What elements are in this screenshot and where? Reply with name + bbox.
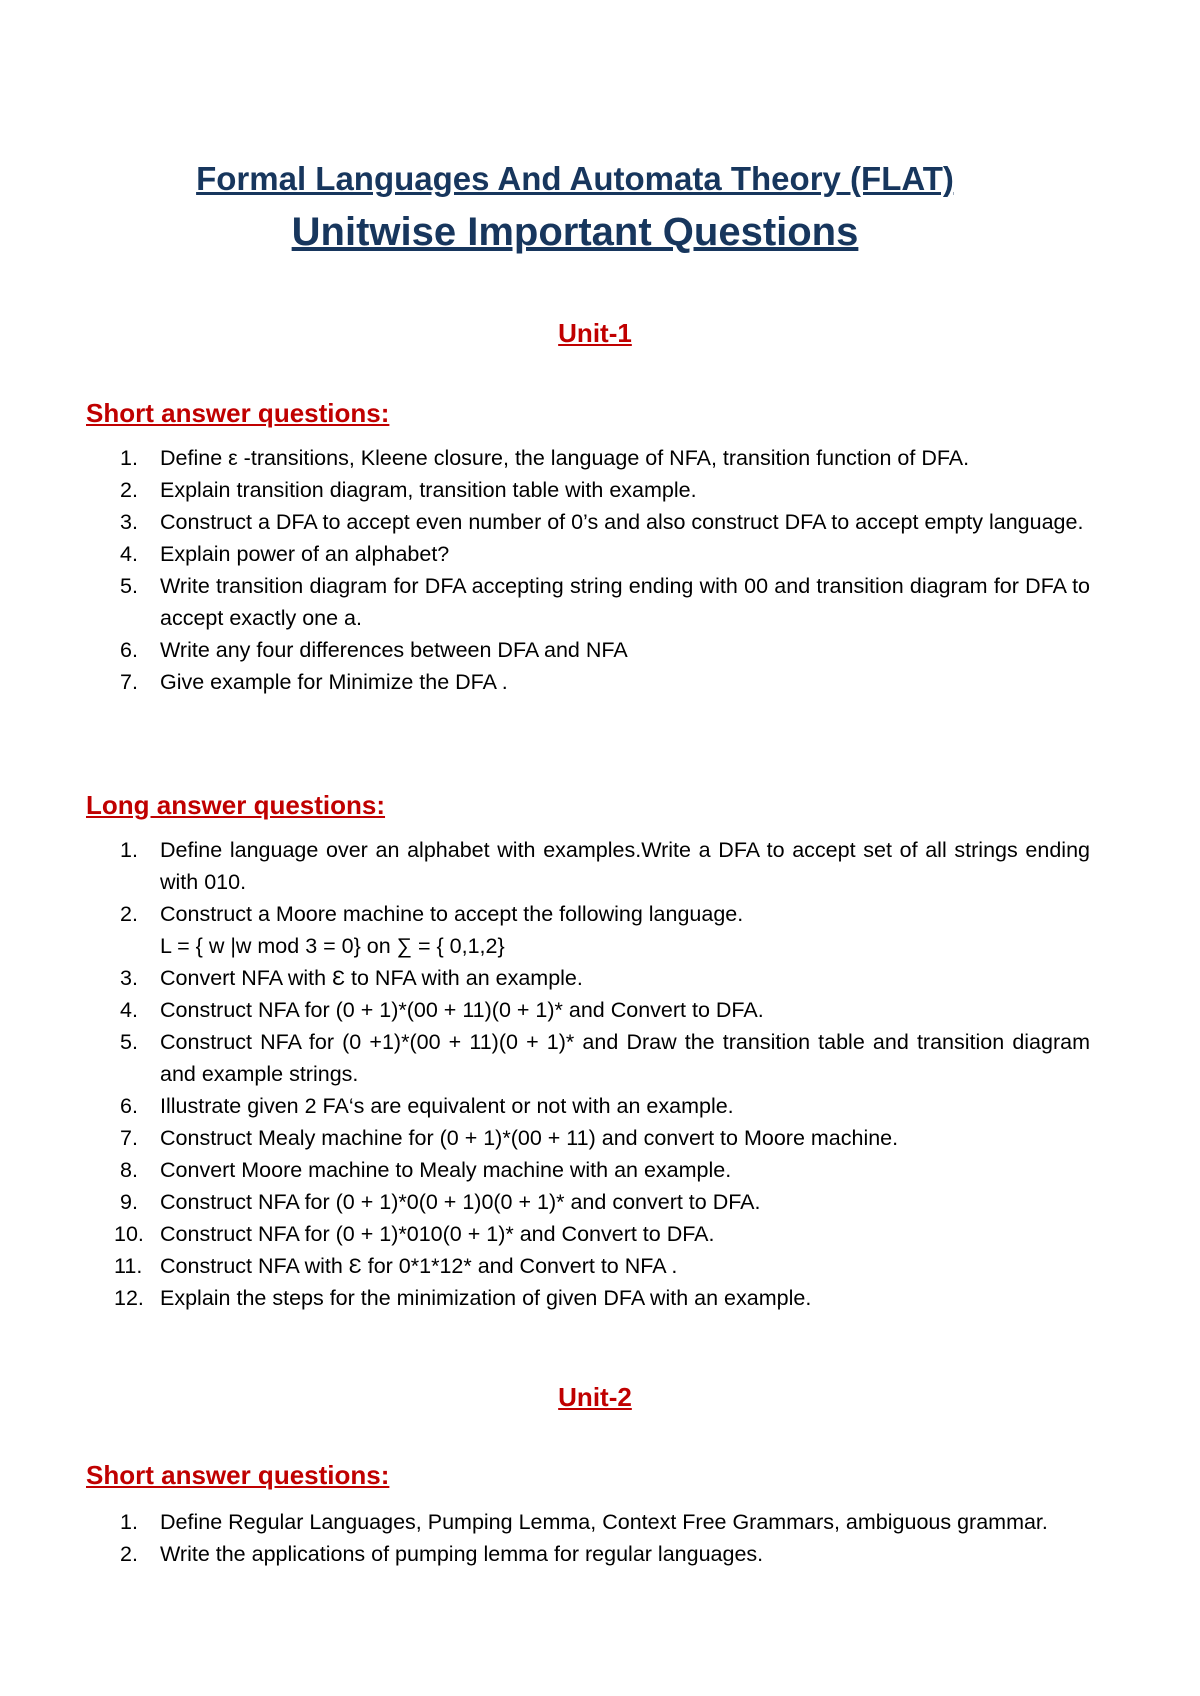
list-item: 2. Explain transition diagram, transition table with example. [120, 478, 697, 502]
list-item: 12. Explain the steps for the minimization of given DFA with an example. [114, 1286, 812, 1310]
list-item: 8. Convert Moore machine to Mealy machine with an example. [120, 1158, 732, 1182]
list-item: 4. Construct NFA for (0 + 1)*(00 + 11)(0 + 1)* and Convert to DFA. [120, 998, 764, 1022]
short-answer-heading-unit-2: Short answer questions: [86, 1460, 390, 1490]
list-item: 11. Construct NFA with Ɛ for 0*1*12* and Convert to NFA . [114, 1254, 678, 1278]
unit-heading-1: Unit-1 [558, 318, 632, 348]
list-item: 9. Construct NFA for (0 + 1)*0(0 + 1)0(0 + 1)* and convert to DFA. [120, 1190, 761, 1214]
list-item: 1. Define language over an alphabet with examples.Write a DFA to accept set of all strings ending with 010. [120, 838, 1090, 894]
short-answer-heading-unit-1: Short answer questions: [86, 398, 390, 428]
list-item: 1. Define Regular Languages, Pumping Lemma, Context Free Grammars, ambiguous grammar. [120, 1510, 1048, 1534]
list-item: 2. Write the applications of pumping lemma for regular languages. [120, 1542, 764, 1566]
list-item: 3. Convert NFA with Ɛ to NFA with an example. [120, 966, 583, 990]
list-item: 1. Define ε -transitions, Kleene closure, the language of NFA, transition function of DFA. [120, 446, 970, 470]
list-item: 7. Construct Mealy machine for (0 + 1)*(00 + 11) and convert to Moore machine. [120, 1126, 899, 1150]
list-item: 2. Construct a Moore machine to accept the following language. L = { w |w mod 3 = 0} on ∑ = { 0,1,2} [120, 902, 744, 958]
unit-heading-2: Unit-2 [558, 1382, 632, 1412]
unit-1-short-questions [0, 442, 1200, 698]
list-item: 5. Write transition diagram for DFA accepting string ending with 00 and transition diagram for DFA to accept exactly one a. [120, 574, 1090, 630]
unit-2-short-questions [0, 1506, 1200, 1570]
list-item: 4. Explain power of an alphabet? [120, 542, 450, 566]
unit-1-long-questions [0, 834, 1200, 1314]
list-item: 6. Write any four differences between DFA and NFA [120, 638, 628, 662]
list-item: 10. Construct NFA for (0 + 1)*010(0 + 1)* and Convert to DFA. [114, 1222, 715, 1246]
list-item: 5. Construct NFA for (0 +1)*(00 + 11)(0 + 1)* and Draw the transition table and transition diagram and example strings. [120, 1030, 1090, 1086]
list-item: 7. Give example for Minimize the DFA . [120, 670, 508, 694]
long-answer-heading-unit-1: Long answer questions: [86, 790, 386, 820]
list-item: 3. Construct a DFA to accept even number of 0’s and also construct DFA to accept empty language. [120, 510, 1084, 534]
document-title: Formal Languages And Automata Theory (FLAT) [196, 160, 954, 197]
document-subtitle: Unitwise Important Questions [291, 210, 859, 254]
list-item: 6. Illustrate given 2 FA‘s are equivalent or not with an example. [120, 1094, 734, 1118]
